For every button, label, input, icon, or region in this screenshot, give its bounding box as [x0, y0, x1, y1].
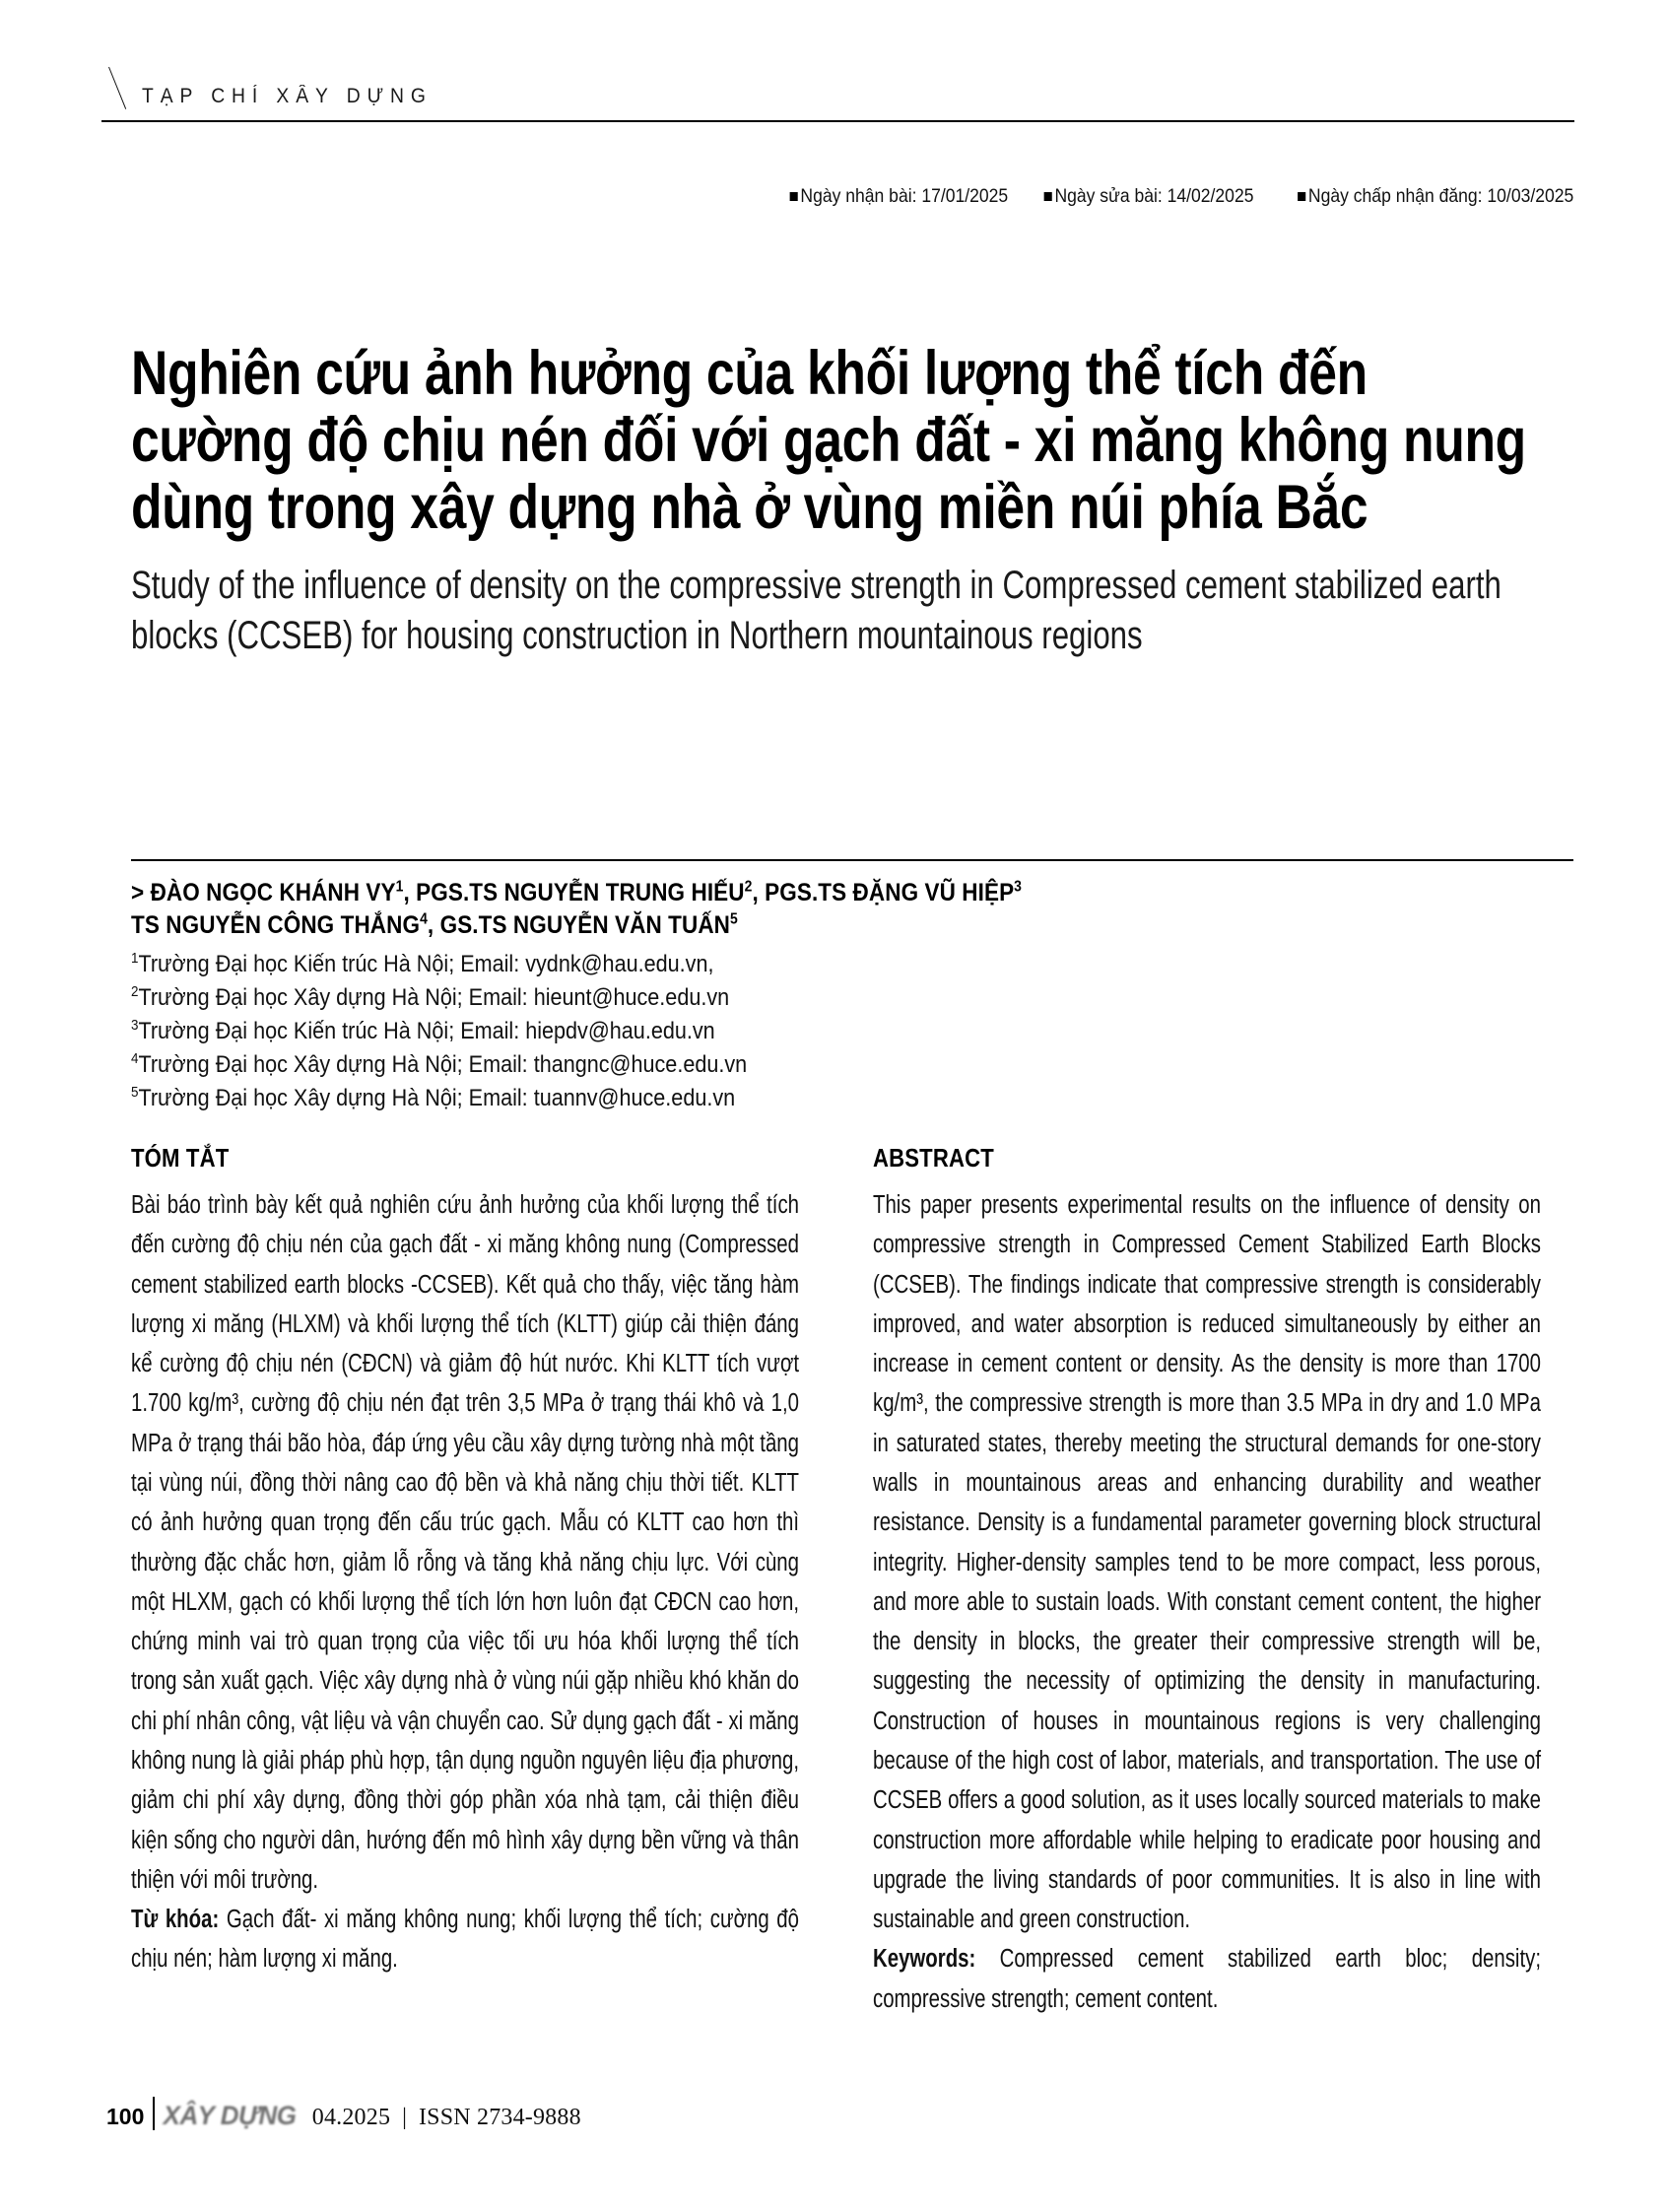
abstract-vn-body-wrap [131, 1185, 799, 1979]
journal-logo: XÂY DỰNG [164, 2101, 297, 2130]
affiliation-item [131, 1048, 1422, 1082]
page-footer [106, 2091, 581, 2131]
author-line-2-text: TS NGUYỄN CÔNG THẮNG$^4$, GS.TS NGUYỄN VĂN TUẤN$^5$ [131, 910, 738, 940]
page-title-vietnamese: Nghiên cứu ảnh hưởng của khối lượng thể tích đến cường độ chịu nén đối với gạch đất - xi măng không nung dùng trong xây dựng nhà ở vùng miền núi phía Bắc [131, 339, 1526, 543]
affiliation-text: Trường Đại học Kiến trúc Hà Nội; Email: hiepdv@hau.edu.vn [138, 1017, 715, 1044]
affiliation-marker: 2 [131, 983, 139, 1000]
affiliation-list [131, 948, 1412, 1115]
affiliation-marker: 4 [131, 1050, 139, 1067]
footer-page-number: 100 [106, 2104, 145, 2129]
square-bullet-icon [790, 192, 798, 201]
date-accepted-text: Ngày chấp nhận đăng: 10/03/2025 [1307, 185, 1573, 207]
running-head [106, 61, 457, 106]
title-block [131, 340, 1540, 661]
affiliation-text: Trường Đại học Xây dựng Hà Nội; Email: hieunt@huce.edu.vn [138, 983, 730, 1011]
square-bullet-icon [1298, 192, 1305, 201]
authors-block [131, 877, 1412, 1115]
affiliation-marker: 1 [131, 950, 139, 967]
keywords-vn-text: Gạch đất- xi măng không nung; khối lượng thể tích; cường độ chịu nén; hàm lượng xi măng. [131, 1906, 800, 1974]
affiliation-text: Trường Đại học Xây dựng Hà Nội; Email: tuannv@huce.edu.vn [138, 1084, 736, 1111]
abstract-column-english [873, 1143, 1541, 2019]
abstract-en-heading: ABSTRACT [873, 1143, 994, 1173]
running-head-text: TẠP CHÍ XÂY DỰNG [142, 85, 433, 107]
publication-dates [766, 185, 1573, 208]
affiliation-marker: 3 [131, 1017, 139, 1034]
author-line-2 [131, 909, 1422, 942]
affiliation-text: Trường Đại học Kiến trúc Hà Nội; Email: vydnk@hau.edu.vn, [138, 950, 714, 977]
abstract-columns [131, 1143, 1542, 2019]
keywords-en-label: Keywords: [873, 1945, 976, 1974]
author-line-1 [131, 877, 1422, 909]
abstract-en-text: This paper presents experimental results on the influence of density on compressive strength in Compressed Cement Stabilized Earth Blocks (CCSEB). The findings indicate that compressive strength is considerably improved, and water absorption is reduced simultaneously by either an increase in cement content or density. As the density is more than 1700 kg/m³, the compressive strength is more than 3.5 MPa in dry and 1.0 MPa in saturated states, thereby meeting the structural demands for one-story walls in mountainous areas and enhancing durability and weather resistance. Density is a fundamental parameter governing block structural integrity. Higher-density samples tend to be more compact, less porous, and more able to sustain loads. With constant cement content, the higher the density in blocks, the greater their compressive strength will be, suggesting the necessity of optimizing the density in manufacturing. Construction of houses in mountainous regions is very challenging because of the high cost of labor, materials, and transportation. The use of CCSEB offers a good solution, as it uses locally sourced materials to make construction more affordable while helping to eradicate poor housing and upgrade the living standards of poor communities. It is also in line with sustainable and green construction. [873, 1191, 1541, 1934]
page-title-english: Study of the influence of density on the compressive strength in Compressed cement stabilized earth blocks (CCSEB) for housing construction in Northern mountainous regions [131, 564, 1501, 658]
abstract-en-body-wrap [873, 1185, 1541, 2019]
date-revised [1033, 185, 1254, 208]
keywords-vn-label: Từ khóa: [131, 1906, 220, 1934]
authors-rule [131, 859, 1573, 861]
affiliation-marker: 5 [131, 1084, 139, 1101]
keywords-en-text: Compressed cement stabilized earth bloc; density; compressive strength; cement content. [873, 1945, 1541, 2013]
affiliation-text: Trường Đại học Xây dựng Hà Nội; Email: thangnc@huce.edu.vn [138, 1050, 748, 1078]
abstract-vn-text: Bài báo trình bày kết quả nghiên cứu ảnh hưởng của khối lượng thể tích đến cường độ chịu nén của gạch đất - xi măng không nung (Compressed cement stabilized earth blocks -CCSEB). Kết quả cho thấy, việc tăng hàm lượng xi măng (HLXM) và khối lượng thể tích (KLTT) giúp cải thiện đáng kể cường độ chịu nén (CĐCN) và giảm độ hút nước. Khi KLTT tích vượt 1.700 kg/m³, cường độ chịu nén đạt trên 3,5 MPa ở trạng thái khô và 1,0 MPa ở trạng thái bão hòa, đáp ứng yêu cầu xây dựng tường nhà một tầng tại vùng núi, đồng thời nâng cao độ bền và khả năng chịu thời tiết. KLTT có ảnh hưởng quan trọng đến cấu trúc gạch. Mẫu có KLTT cao hơn thì thường đặc chắc hơn, giảm lỗ rỗng và tăng khả năng chịu lực. Với cùng một HLXM, gạch có khối lượng thể tích lớn hơn luôn đạt CĐCN cao hơn, chứng minh vai trò quan trọng của việc tối ưu hóa khối lượng thể tích trong sản xuất gạch. Việc xây dựng nhà ở vùng núi gặp nhiều khó khăn do chi phí nhân công, vật liệu và vận chuyển cao. Sử dụng gạch đất - xi măng không nung là giải pháp phù hợp, tận dụng nguồn nguyên liệu địa phương, giảm chi phí xây dựng, đồng thời góp phần xóa nhà tạm, cải thiện điều kiện sống cho người dân, hướng đến mô hình xây dựng bền vững và thân thiện với môi trường. [131, 1191, 799, 1894]
date-received-text: Ngày nhận bài: 17/01/2025 [800, 185, 1009, 207]
affiliation-item [131, 981, 1422, 1015]
date-revised-text: Ngày sửa bài: 14/02/2025 [1054, 185, 1254, 207]
date-accepted [1286, 185, 1573, 208]
author-line-1-text: > ĐÀO NGỌC KHÁNH $VY^1$, PGS.TS NGUYỄN TRUNG HIẾU$^2$, PGS.TS ĐẶNG VŨ HIỆP$^3$ [131, 878, 1023, 906]
slash-decoration-icon [106, 67, 132, 106]
square-bullet-icon [1044, 192, 1052, 201]
footer-issue: 04.2025 [311, 2105, 391, 2130]
keywords-vn [131, 1900, 799, 1979]
affiliation-item [131, 1082, 1422, 1115]
affiliation-item [131, 948, 1422, 981]
footer-separator: | [402, 2105, 407, 2130]
affiliation-item [131, 1015, 1422, 1048]
keywords-en [873, 1939, 1541, 2019]
footer-issn: ISSN 2734-9888 [418, 2105, 581, 2130]
abstract-column-vietnamese [131, 1143, 799, 2019]
header-rule [101, 120, 1574, 122]
abstract-vn-heading: TÓM TẮT [131, 1143, 230, 1173]
date-received [790, 185, 1009, 208]
